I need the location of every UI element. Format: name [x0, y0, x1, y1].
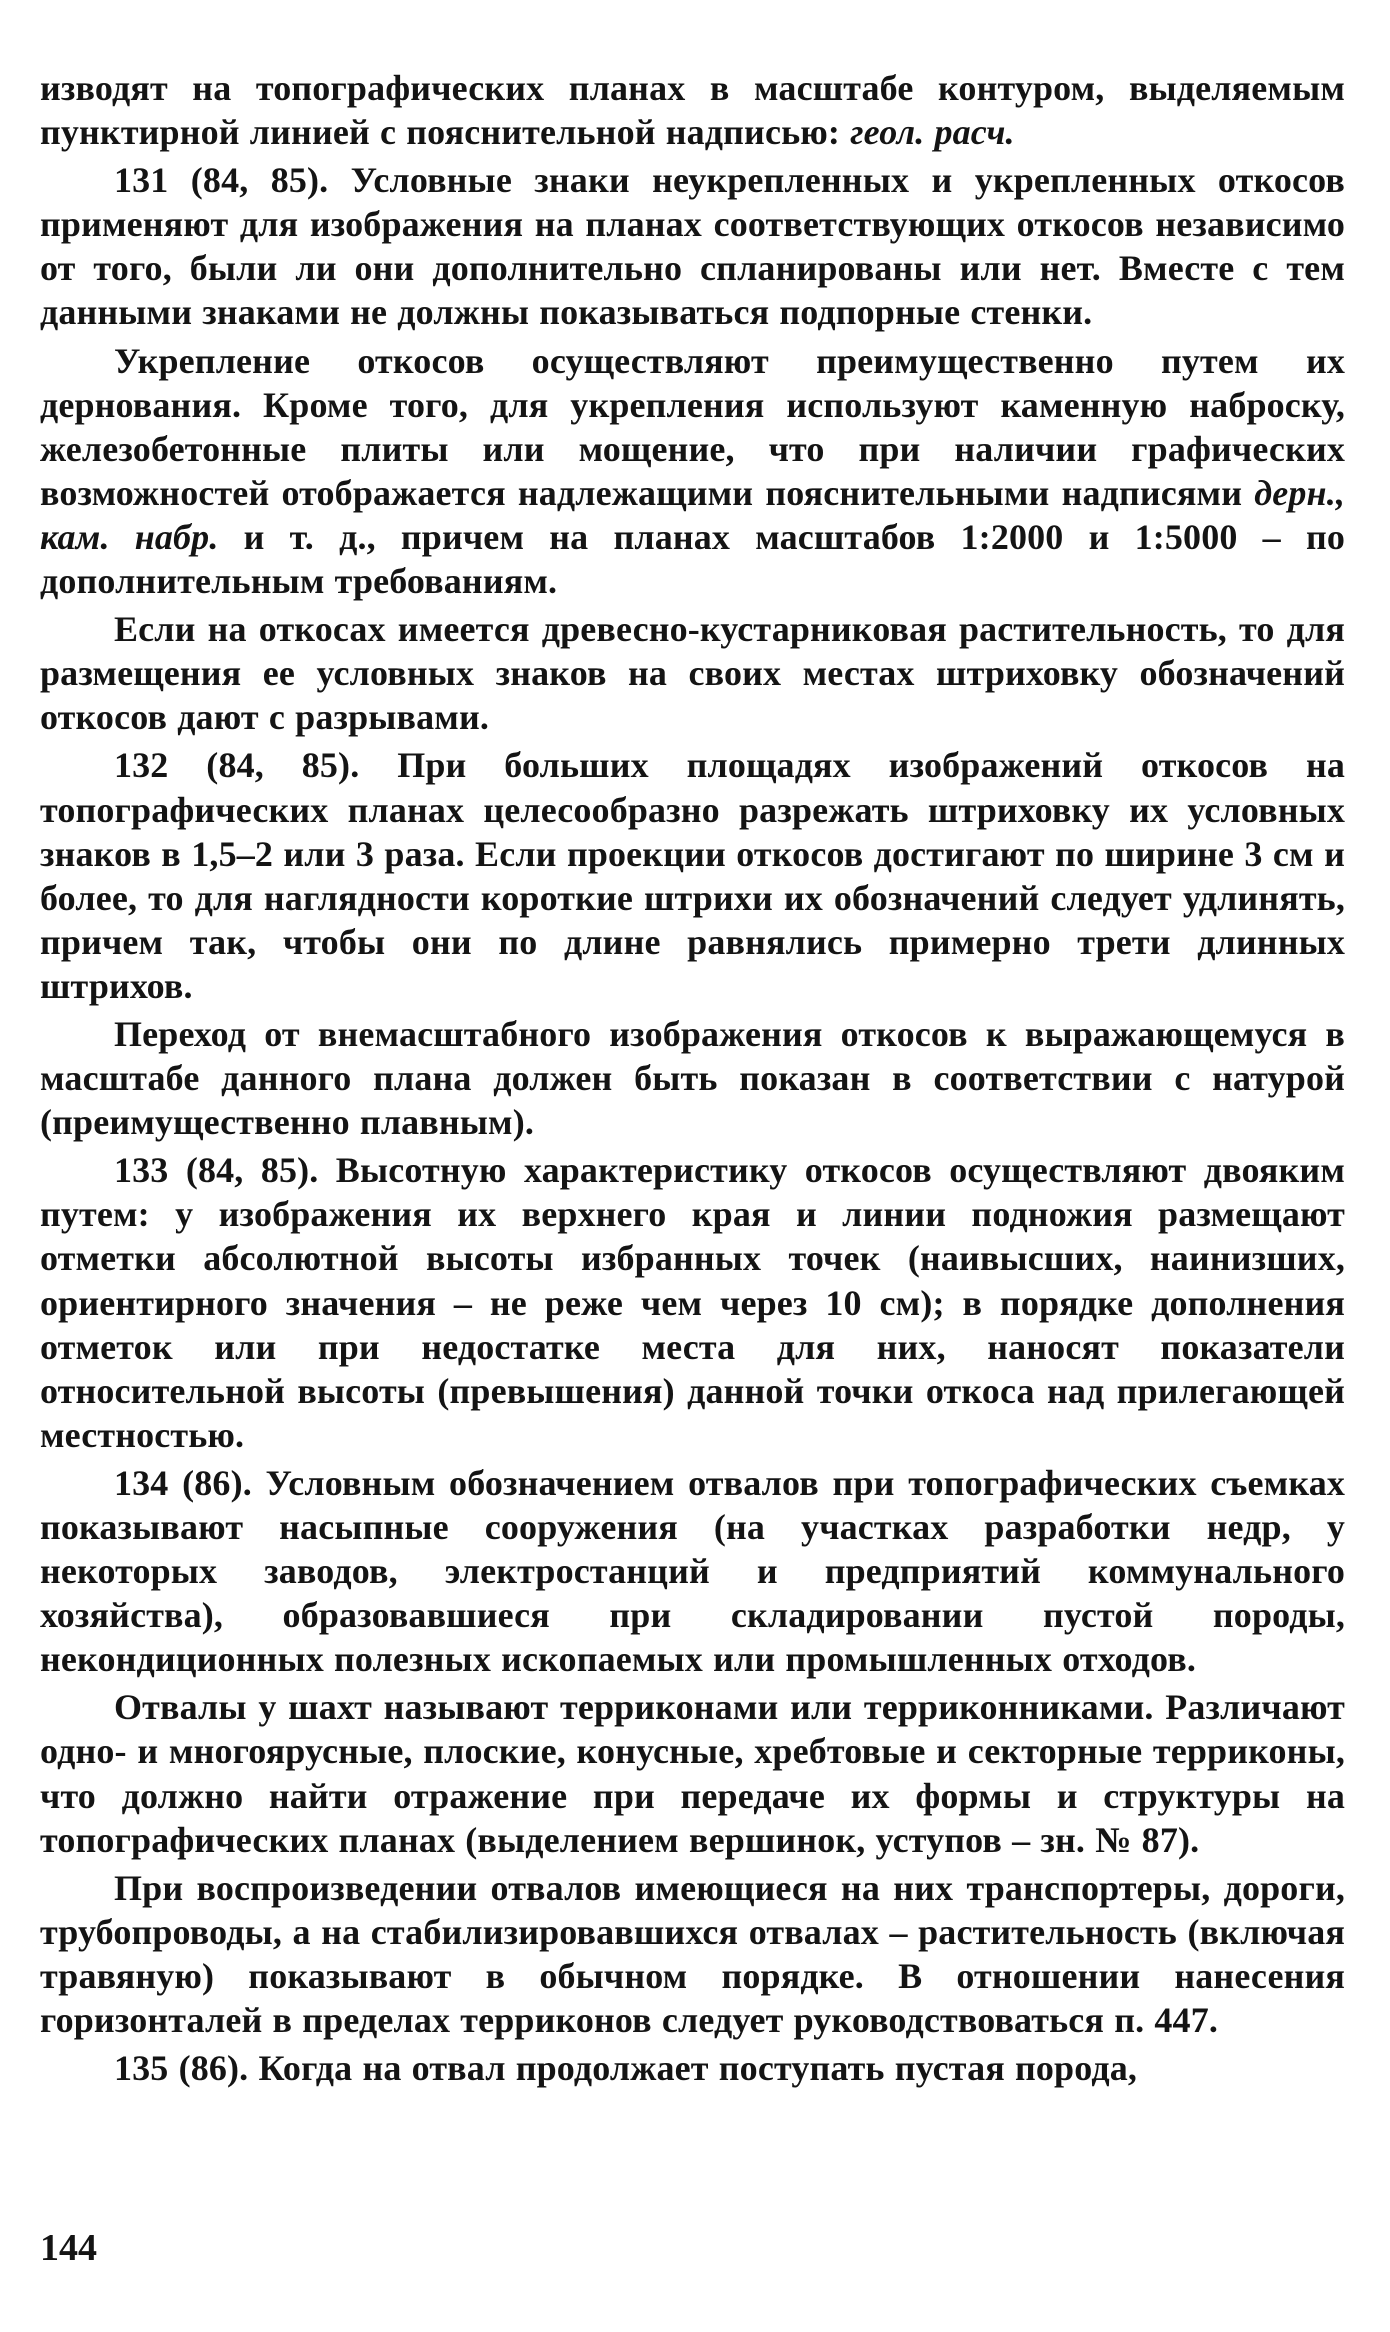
paragraph-135-text: 135 (86). Когда на отвал продолжает поступать пустая порода,	[114, 2048, 1137, 2089]
paragraph-135	[40, 2046, 1345, 2090]
page-number: 144	[40, 2227, 97, 2269]
paragraph-vegetation-text: Если на откосах имеется древесно-кустарниковая растительность, то для размещения ее условных знаков на своих местах штриховку обозначений откосов дают с разрывами.	[40, 609, 1345, 738]
paragraph-vegetation	[40, 607, 1345, 739]
paragraph-dump-reproduction-text: При воспроизведении отвалов имеющиеся на них транспортеры, дороги, трубопроводы, а на стабилизировавшихся отвалах – растительность (включая травяную) показывают в обычном порядке. В отношении нанесения горизонталей в пределах терриконов следует руководствоваться п. 447.	[40, 1867, 1345, 2041]
paragraph-slope-reinforcement-text-2: и т. д., причем на планах масштабов 1:2000 и 1:5000 – по дополнительным требованиям.	[40, 516, 1345, 602]
paragraph-133-text: 133 (84, 85). Высотную характеристику откосов осуществляют двояким путем: у изображения их верхнего края и линии подножия размещают отметки абсолютной высоты избранных точек (наивысших, наинизших, ориентирного значения – не реже чем через 10 см); в порядке дополнения отметок или при недостатке места для них, наносят показатели относительной высоты (превышения) данной точки откоса над прилегающей местностью.	[40, 1150, 1345, 1455]
paragraph-slope-reinforcement-text-1: Укрепление откосов осуществляют преимущественно путем их дернования. Кроме того, для укрепления используют каменную наброску, железобетонные плиты или мощение, что при наличии графических возможностей отображается надлежащими пояснительными надписями	[40, 340, 1345, 513]
paragraph-terrikons	[40, 1685, 1345, 1861]
page-body	[40, 66, 1345, 2090]
paragraph-slope-reinforcement-italic-abbr: дерн., кам. набр.	[40, 472, 1345, 557]
paragraph-0-italic-abbr: геол. расч.	[850, 112, 1015, 153]
paragraph-134	[40, 1461, 1345, 1681]
paragraph-131-text: 131 (84, 85). Условные знаки неукрепленных и укрепленных откосов применяют для изображения на планах соответствующих откосов независимо от того, были ли они дополнительно спланированы или нет. Вместе с тем данными знаками не должны показываться подпорные стенки.	[40, 160, 1345, 333]
paragraph-slope-reinforcement	[40, 339, 1345, 604]
paragraph-131	[40, 158, 1345, 334]
paragraph-133	[40, 1148, 1345, 1457]
paragraph-transition-text: Переход от внемасштабного изображения откосов к выражающемуся в масштабе данного плана должен быть показан в соответствии с натурой (преимущественно плавным).	[40, 1013, 1345, 1143]
paragraph-132	[40, 743, 1345, 1008]
paragraph-132-text: 132 (84, 85). При больших площадях изображений откосов на топографических планах целесообразно разрежать штриховку их условных знаков в 1,5–2 или 3 раза. Если проекции откосов достигают по ширине 3 см и более, то для наглядности короткие штрихи их обозначений следует удлинять, причем так, чтобы они по длине равнялись примерно трети длинных штрихов.	[40, 745, 1345, 1006]
paragraph-134-text: 134 (86). Условным обозначением отвалов при топографических съемках показывают насыпные сооружения (на участках разработки недр, у некоторых заводов, электростанций и предприятий коммунального хозяйства), образовавшиеся при складировании пустой породы, некондиционных полезных ископаемых или промышленных отходов.	[40, 1462, 1345, 1680]
paragraph-transition	[40, 1012, 1345, 1144]
paragraph-terrikons-text: Отвалы у шахт называют терриконами или терриконниками. Различают одно- и многоярусные, плоские, конусные, хребтовые и секторные терриконы, что должно найти отражение при передаче их формы и структуры на топографических планах (выделением вершинок, уступов – зн. № 87).	[40, 1687, 1345, 1860]
paragraph-0-text: изводят на топографических планах в масштабе контуром, выделяемым пунктирной линией с пояснительной надписью:	[40, 68, 1345, 153]
paragraph-0	[40, 66, 1345, 154]
paragraph-dump-reproduction	[40, 1866, 1345, 2042]
